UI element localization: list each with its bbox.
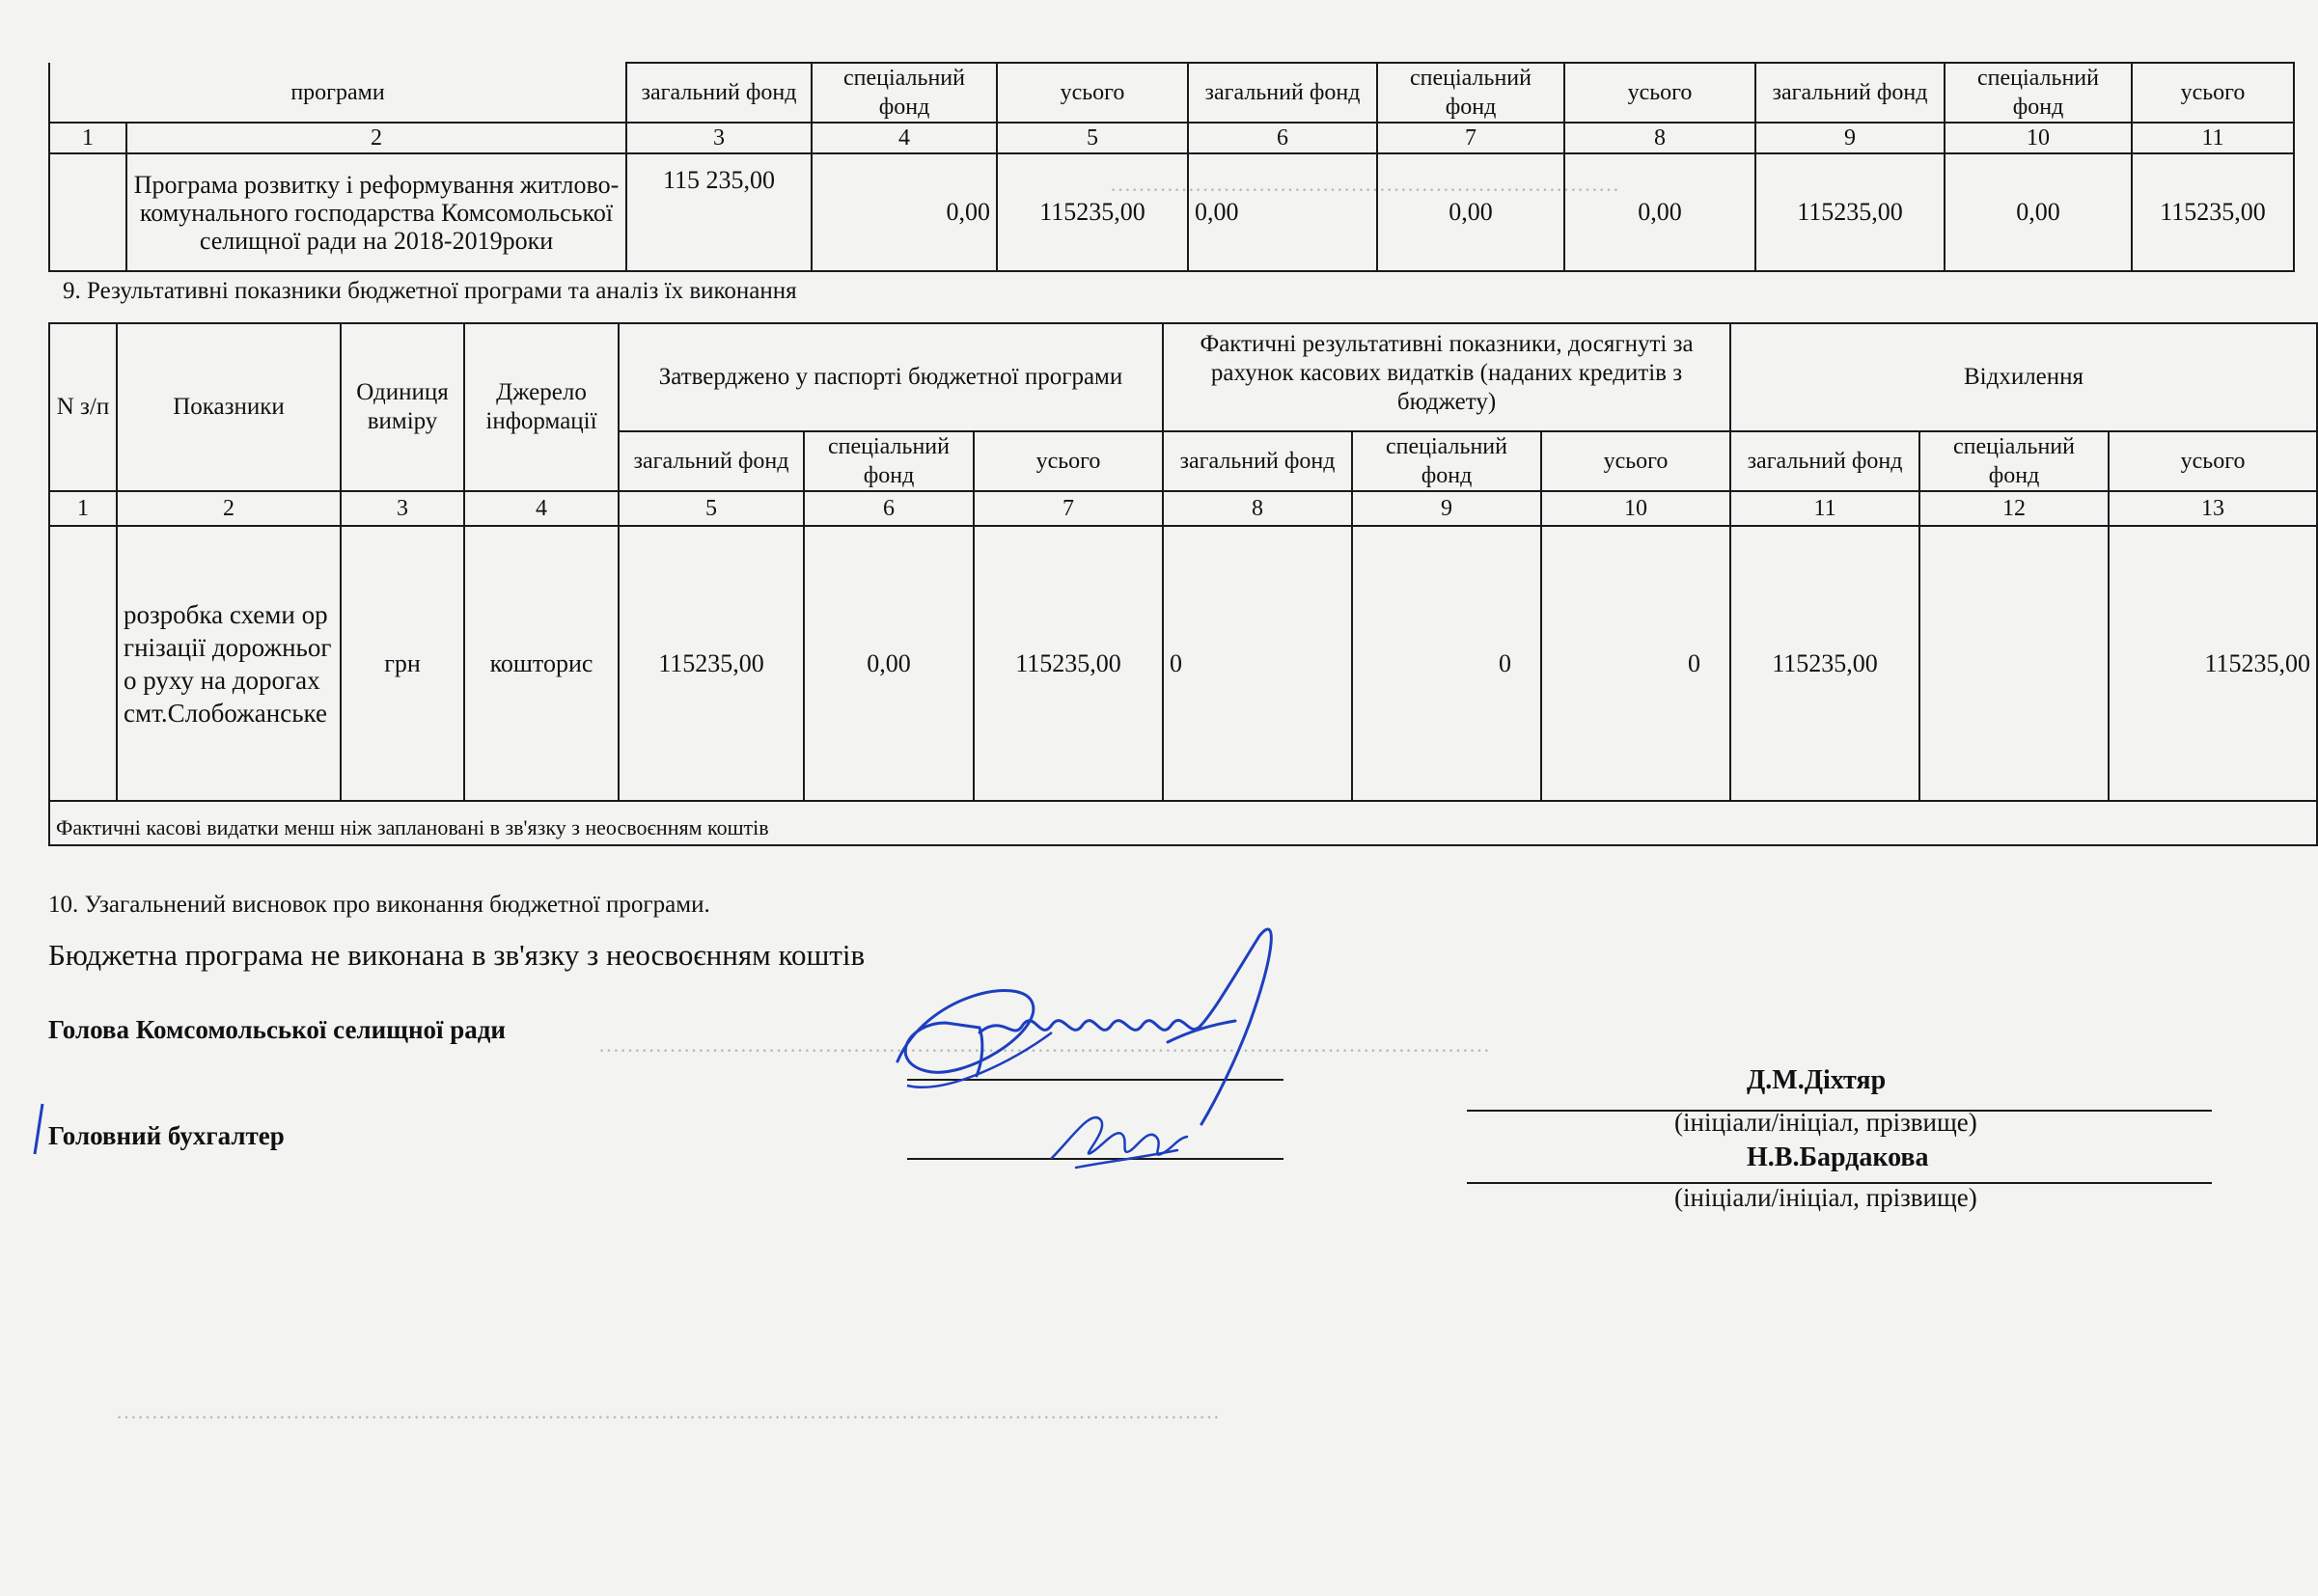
column-number: 2 <box>117 491 341 526</box>
subheader-cell: загальний фонд <box>619 431 804 491</box>
header-cell: загальний фонд <box>1188 63 1377 123</box>
column-number: 5 <box>619 491 804 526</box>
value-cell: 0,00 <box>804 526 974 801</box>
column-number: 6 <box>804 491 974 526</box>
table-header-row <box>49 323 2317 431</box>
program-column-header: програми <box>49 63 626 123</box>
conclusion-text: Бюджетна програма не виконана в зв'язку з неосвоєнням коштів <box>48 938 866 972</box>
value-cell: 115235,00 <box>2109 526 2317 801</box>
value-cell: 0 <box>1352 526 1541 801</box>
funding-table <box>48 62 2295 272</box>
column-number: 9 <box>1755 123 1945 153</box>
note-cell: Фактичні касові видатки менш ніж заплановані в зв'язку з неосвоєнням коштів <box>49 801 2317 845</box>
subheader-cell: усього <box>1541 431 1730 491</box>
value-cell: 115235,00 <box>2132 153 2294 271</box>
subheader-cell: спеціальний фонд <box>804 431 974 491</box>
value-cell: 115235,00 <box>1755 153 1945 271</box>
header-cell: загальний фонд <box>626 63 812 123</box>
subheader-cell: усього <box>974 431 1163 491</box>
value-cell: 115235,00 <box>1730 526 1919 801</box>
subheader-cell: спеціальний фонд <box>1919 431 2109 491</box>
column-number: 7 <box>1377 123 1564 153</box>
value-cell: 115235,00 <box>974 526 1163 801</box>
row-number <box>49 526 117 801</box>
unit-cell: грн <box>341 526 464 801</box>
accountant-signature <box>1042 1100 1197 1177</box>
header-cell: спеціальний фонд <box>812 63 997 123</box>
indicator-name: розробка схеми оргнізації дорожнього руху на дорогах смт.Слобожанське <box>117 526 341 801</box>
header-source: Джерело інформації <box>464 323 619 491</box>
value-cell: 115 235,00 <box>626 153 812 271</box>
value-cell: 0,00 <box>1188 153 1377 271</box>
column-number: 6 <box>1188 123 1377 153</box>
header-num: N з/п <box>49 323 117 491</box>
subheader-cell: усього <box>2109 431 2317 491</box>
column-number: 1 <box>49 123 126 153</box>
column-number: 11 <box>2132 123 2294 153</box>
column-number: 9 <box>1352 491 1541 526</box>
header-approved: Затверджено у паспорті бюджетної програми <box>619 323 1163 431</box>
header-cell: спеціальний фонд <box>1945 63 2132 123</box>
program-name: Програма розвитку і реформування житлово-комунального господарства Комсомольської селищної ради на 2018-2019роки <box>126 153 626 271</box>
performance-indicators-table <box>48 322 2318 846</box>
value-cell: 0,00 <box>1377 153 1564 271</box>
column-number: 10 <box>1541 491 1730 526</box>
column-number-row <box>49 123 2294 153</box>
column-number: 11 <box>1730 491 1919 526</box>
header-deviation: Відхилення <box>1730 323 2317 431</box>
value-cell: 0,00 <box>1945 153 2132 271</box>
accountant-name: Н.В.Бардакова <box>1747 1142 1929 1172</box>
name-caption: (ініціали/ініціал, прізвище) <box>1674 1183 1977 1212</box>
column-number: 4 <box>812 123 997 153</box>
value-cell: 0 <box>1541 526 1730 801</box>
column-number: 1 <box>49 491 117 526</box>
name-caption: (ініціали/ініціал, прізвище) <box>1674 1108 1977 1137</box>
header-cell: усього <box>2132 63 2294 123</box>
margin-mark <box>29 1100 48 1158</box>
column-number: 12 <box>1919 491 2109 526</box>
table-row <box>49 153 2294 271</box>
value-cell <box>1919 526 2109 801</box>
column-number-row <box>49 491 2317 526</box>
column-number: 2 <box>126 123 626 153</box>
value-cell: 115235,00 <box>619 526 804 801</box>
header-cell: усього <box>997 63 1188 123</box>
value-cell: 115235,00 <box>997 153 1188 271</box>
header-unit: Одиниця виміру <box>341 323 464 491</box>
header-cell: загальний фонд <box>1755 63 1945 123</box>
column-number: 8 <box>1163 491 1352 526</box>
subheader-cell: загальний фонд <box>1730 431 1919 491</box>
header-cell: спеціальний фонд <box>1377 63 1564 123</box>
column-number: 8 <box>1564 123 1755 153</box>
value-cell: 0 <box>1163 526 1352 801</box>
header-cell: усього <box>1564 63 1755 123</box>
accountant-title: Головний бухгалтер <box>48 1121 285 1150</box>
header-actual: Фактичні результативні показники, досягнуті за рахунок касових видатків (наданих кредитів з бюджету) <box>1163 323 1730 431</box>
row-number <box>49 153 126 271</box>
section-10-heading: 10. Узагальнений висновок про виконання бюджетної програми. <box>48 892 710 918</box>
value-cell: 0,00 <box>1564 153 1755 271</box>
column-number: 10 <box>1945 123 2132 153</box>
column-number: 4 <box>464 491 619 526</box>
header-indicators: Показники <box>117 323 341 491</box>
column-number: 13 <box>2109 491 2317 526</box>
head-name: Д.М.Діхтяр <box>1747 1065 1887 1095</box>
note-row <box>49 801 2317 845</box>
column-number: 3 <box>341 491 464 526</box>
section-9-heading: 9. Результативні показники бюджетної програми та аналіз їх виконання <box>63 278 797 304</box>
bleed-through-text: ……………………………………………………………… <box>1110 172 1619 196</box>
column-number: 7 <box>974 491 1163 526</box>
column-number: 3 <box>626 123 812 153</box>
bleed-through-text: ……………………………………………………………………………………………………………… <box>598 1032 1490 1057</box>
value-cell: 0,00 <box>812 153 997 271</box>
table-header-row <box>49 63 2294 123</box>
bleed-through-text: ………………………………………………………………………………………………………………………………………… <box>116 1399 1220 1423</box>
source-cell: кошторис <box>464 526 619 801</box>
subheader-cell: загальний фонд <box>1163 431 1352 491</box>
subheader-cell: спеціальний фонд <box>1352 431 1541 491</box>
head-title: Голова Комсомольської селищної ради <box>48 1015 506 1044</box>
column-number: 5 <box>997 123 1188 153</box>
table-row <box>49 526 2317 801</box>
